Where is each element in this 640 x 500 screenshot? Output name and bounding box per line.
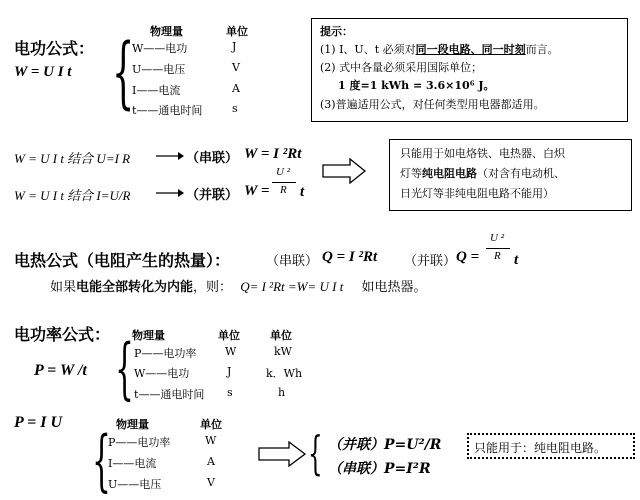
heat-line-2 (50, 276, 427, 295)
left-brace: { (92, 422, 111, 499)
quantity-row: I——电流 (132, 84, 181, 97)
arrow-right-icon (156, 187, 184, 199)
heat-line-2b: 电能全部转化为内能 (76, 280, 194, 295)
col-unit: 单位 (200, 418, 222, 431)
tips-line-1a: (1) I、U、t 必须对 (320, 43, 416, 56)
quantity-row: t——通电时间 (134, 388, 205, 401)
parallel-derive-left: W = U I t 结合 I=U/R (14, 188, 131, 203)
note-line-2b: 纯电阻电路 (422, 167, 477, 180)
parallel-derive-formula: W = (244, 183, 270, 199)
heat-line-2a: 如果 (50, 280, 77, 295)
tips-line-2: (2) 式中各量必须采用国际单位； (320, 61, 483, 74)
unit2-row: k．Wh (266, 367, 303, 380)
power-rate-title: 电功率公式： (14, 325, 111, 344)
col-quantity: 物理量 (116, 418, 149, 431)
fraction-denominator: R (280, 184, 287, 196)
quantity-row: U——电压 (108, 478, 162, 491)
series-derive-formula: W = I ²Rt (244, 146, 302, 162)
arrow-right-icon (156, 150, 184, 162)
note-line-3: 日光灯等非纯电阻电路不能用） (400, 187, 554, 200)
unit2-row: kW (274, 345, 292, 358)
pui-formula: P = I U (14, 414, 63, 431)
unit-row: s (232, 102, 238, 115)
heat-parallel-formula: Q = (456, 249, 480, 265)
tips-line-4: (3)普遍适用公式，对任何类型用电器都适用。 (320, 98, 545, 111)
tips-line-1c: 而言。 (525, 43, 559, 56)
heat-line-2c: ，则： (193, 280, 233, 295)
heat-fraction-denominator: R (494, 250, 501, 262)
left-brace: { (112, 28, 135, 118)
pure-resistance-note-box (467, 433, 635, 459)
fraction-numerator: U ² (276, 166, 290, 178)
pui-parallel: （并联）P=U²/R (328, 437, 442, 453)
left-brace: { (115, 330, 134, 407)
power-rate-formula: P = W /t (34, 362, 87, 379)
heat-fraction-numerator: U ² (490, 232, 504, 244)
col-unit: 单位 (218, 329, 240, 342)
left-brace: { (308, 426, 323, 480)
fraction-t: t (300, 184, 305, 200)
heat-series-label: （串联） (266, 254, 319, 269)
quantity-row: W——电功 (132, 42, 188, 55)
quantity-row: I——电流 (108, 457, 157, 470)
heat-line-2d: 如电热器。 (361, 280, 427, 295)
tips-line-1 (320, 42, 559, 58)
fraction-bar (272, 182, 296, 183)
unit-row: W (225, 345, 237, 358)
unit2-row: h (278, 386, 286, 399)
quantity-row: P——电功率 (134, 347, 197, 360)
heat-line-2-formula: Q= I ²Rt =W= U I t (240, 279, 344, 294)
unit-row: A (232, 82, 240, 95)
unit-row: s (227, 386, 233, 399)
note-line-2c: （对含有电动机、 (477, 167, 565, 180)
parallel-derive-mid: （并联） (186, 188, 239, 203)
heat-series-formula: Q = I ²Rt (322, 249, 378, 265)
unit-row: V (207, 476, 215, 489)
quantity-row: t——通电时间 (132, 104, 203, 117)
note-line-1: 只能用于如电烙铁、电热器、白炽 (400, 147, 565, 160)
col-quantity: 物理量 (132, 329, 165, 342)
pui-note: 只能用于：纯电阻电路。 (474, 441, 607, 455)
tips-line-3: 1 度=1 kWh = 3.6×10⁶ J。 (338, 79, 495, 92)
note-line-2a: 灯等 (400, 167, 422, 180)
heat-formula-title: 电热公式（电阻产生的热量）： (14, 251, 231, 270)
heat-parallel-label: （并联） (404, 254, 457, 269)
power-formula-title: 电功公式： (14, 39, 95, 58)
unit-row: W (205, 434, 217, 447)
power-formula: W = U I t (14, 64, 72, 80)
pui-series: （串联）P=I²R (328, 461, 431, 477)
tips-title: 提示： (320, 25, 353, 38)
quantity-row: W——电功 (134, 367, 190, 380)
unit-row: V (232, 61, 240, 74)
unit-row: J (232, 40, 237, 53)
heat-fraction-bar (486, 248, 510, 249)
tips-box (311, 18, 628, 122)
unit-row: J (227, 365, 232, 378)
unit-row: A (207, 455, 215, 468)
hollow-arrow-icon (322, 158, 366, 184)
hollow-arrow-icon (258, 441, 306, 467)
col-unit-2: 单位 (270, 329, 292, 342)
quantity-row: U——电压 (132, 63, 186, 76)
col-unit: 单位 (226, 25, 248, 38)
note-line-2 (400, 166, 565, 182)
col-quantity: 物理量 (150, 25, 183, 38)
heat-fraction-t: t (514, 252, 519, 268)
series-derive-left: W = U I t 结合 U=I R (14, 151, 131, 166)
quantity-row: P——电功率 (108, 436, 171, 449)
tips-line-1b: 同一段电路、同一时刻 (415, 43, 526, 56)
note-box (389, 139, 632, 211)
series-derive-mid: （串联） (186, 151, 239, 166)
